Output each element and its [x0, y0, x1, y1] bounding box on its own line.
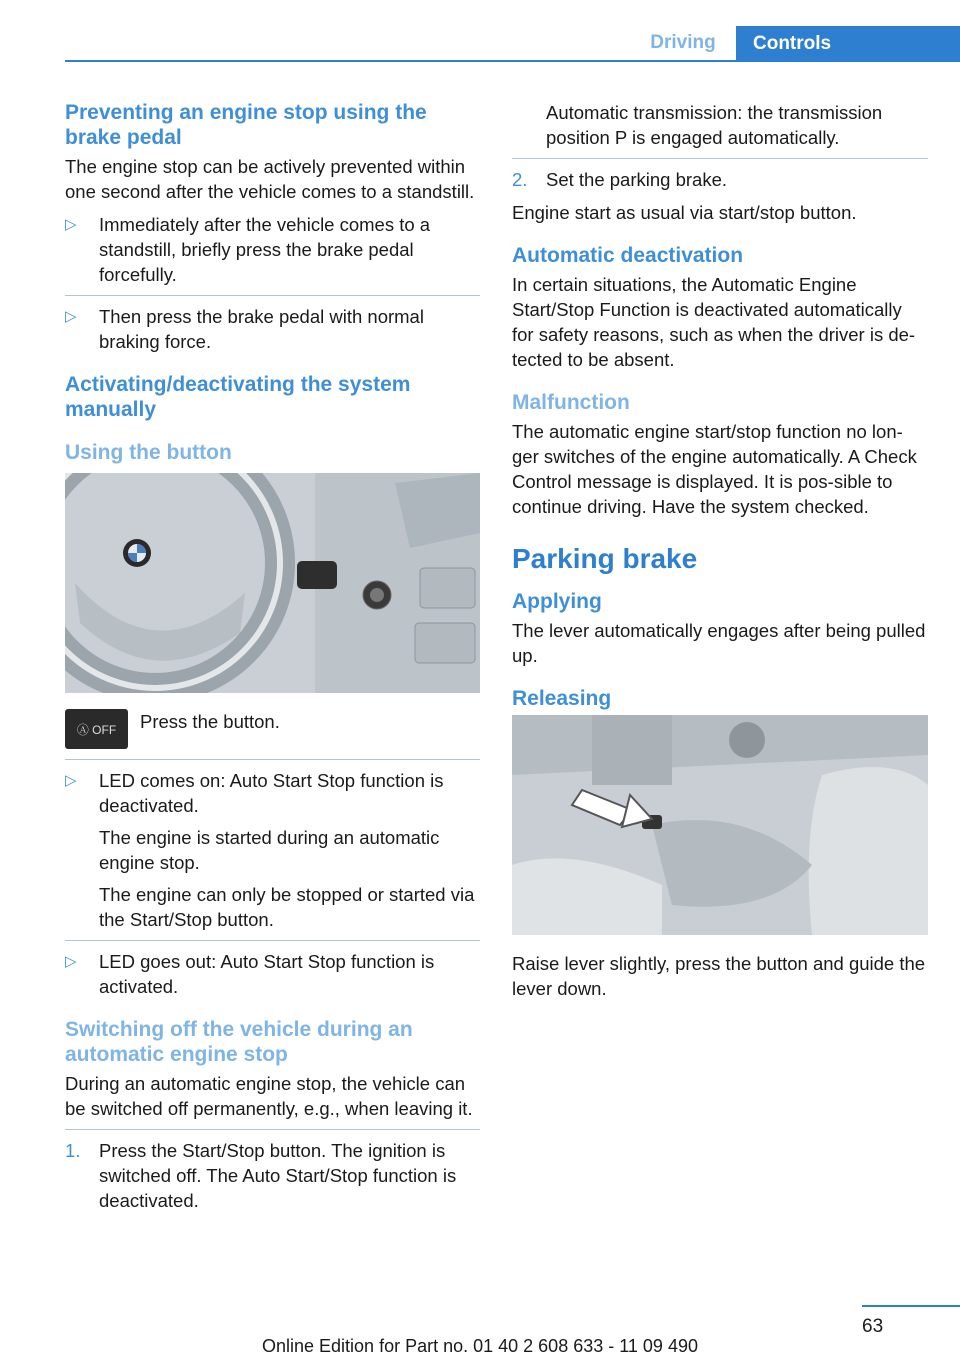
step-text: Press the Start/Stop button. The ignition is switched off. The Auto Start/Stop function is deactivated. [99, 1140, 457, 1211]
left-column [65, 100, 480, 1221]
heading-preventing-engine-stop: Preventing an engine stop using the brake pedal [65, 101, 427, 149]
header-rule [65, 60, 960, 62]
press-button-caption: Press the button. [140, 711, 280, 732]
parking-brake-image [512, 715, 928, 935]
heading-activating-deactivating: Activating/deactivating the system manually [65, 373, 411, 421]
button-instruction [65, 709, 480, 749]
heading-releasing: Releasing [512, 687, 612, 710]
divider [65, 759, 480, 760]
bullet-item [65, 949, 480, 999]
divider [65, 940, 480, 941]
divider [65, 1129, 480, 1130]
numbered-step [512, 167, 928, 192]
footer-rule [862, 1305, 960, 1307]
heading-malfunction: Malfunction [512, 391, 630, 414]
triangle-bullet-icon: ▷ [65, 216, 77, 233]
steering-wheel-image [65, 473, 480, 693]
step-number: 1. [65, 1140, 81, 1161]
page-number: 63 [862, 1316, 884, 1337]
steering-wheel-illustration [65, 473, 480, 693]
heading-using-the-button: Using the button [65, 441, 232, 464]
triangle-bullet-icon: ▷ [65, 772, 77, 789]
triangle-bullet-icon: ▷ [65, 953, 77, 970]
divider [65, 295, 480, 296]
heading-parking-brake: Parking brake [512, 543, 698, 574]
step-text: Automatic transmission: the transmission position P is engaged automatically. [546, 102, 883, 148]
bullet-text: The engine can only be stopped or started via the Start/Stop button. [99, 884, 475, 930]
paragraph: The lever automatically engages after being pulled up. [512, 620, 926, 666]
paragraph: During an automatic engine stop, the vehicle can be switched off permanently, e.g., when leaving it. [65, 1073, 473, 1119]
bullet-item [65, 768, 480, 932]
bullet-text: LED goes out: Auto Start Stop function is activated. [99, 951, 435, 997]
numbered-step [65, 1138, 480, 1213]
bullet-item [65, 304, 480, 354]
divider [512, 158, 928, 159]
paragraph: In certain situations, the Automatic Engine Start/Stop Function is deactivated automatically for safety reasons, such as when the driver is de-tected to be absent. [512, 274, 916, 370]
bullet-text: LED comes on: Auto Start Stop function is deactivated. [99, 770, 444, 816]
step-number: 2. [512, 169, 528, 190]
parking-brake-illustration [512, 715, 928, 935]
page-footer [0, 1300, 960, 1360]
bullet-text: Immediately after the vehicle comes to a standstill, briefly press the brake pedal forcefully. [99, 214, 431, 285]
edition-note: Online Edition for Part no. 01 40 2 608 633 - 11 09 490 [262, 1336, 698, 1356]
heading-automatic-deactivation: Automatic deactivation [512, 244, 744, 267]
paragraph: Raise lever slightly, press the button and guide the lever down. [512, 953, 926, 999]
numbered-step-continued [512, 100, 928, 150]
header-section-label: Driving [650, 32, 716, 53]
step-text: Set the parking brake. [546, 169, 727, 190]
paragraph: The automatic engine start/stop function no lon-ger switches of the engine automatically. A Check Control message is displayed. It is pos-sible to continue driving. Have the system checked. [512, 421, 917, 517]
bullet-item [65, 212, 480, 287]
auto-start-stop-button-icon: Ⓐ OFF [65, 709, 128, 749]
heading-applying: Applying [512, 590, 602, 613]
header-chapter-tab: Controls [736, 26, 960, 62]
paragraph: Engine start as usual via start/stop button. [512, 202, 857, 223]
paragraph: The engine stop can be actively prevented within one second after the vehicle comes to a standstill. [65, 156, 475, 202]
bullet-text: The engine is started during an automatic engine stop. [99, 827, 440, 873]
triangle-bullet-icon: ▷ [65, 308, 77, 325]
heading-switching-off-vehicle: Switching off the vehicle during an automatic engine stop [65, 1018, 413, 1066]
bullet-text: Then press the brake pedal with normal braking force. [99, 306, 424, 352]
right-column [512, 100, 928, 1009]
